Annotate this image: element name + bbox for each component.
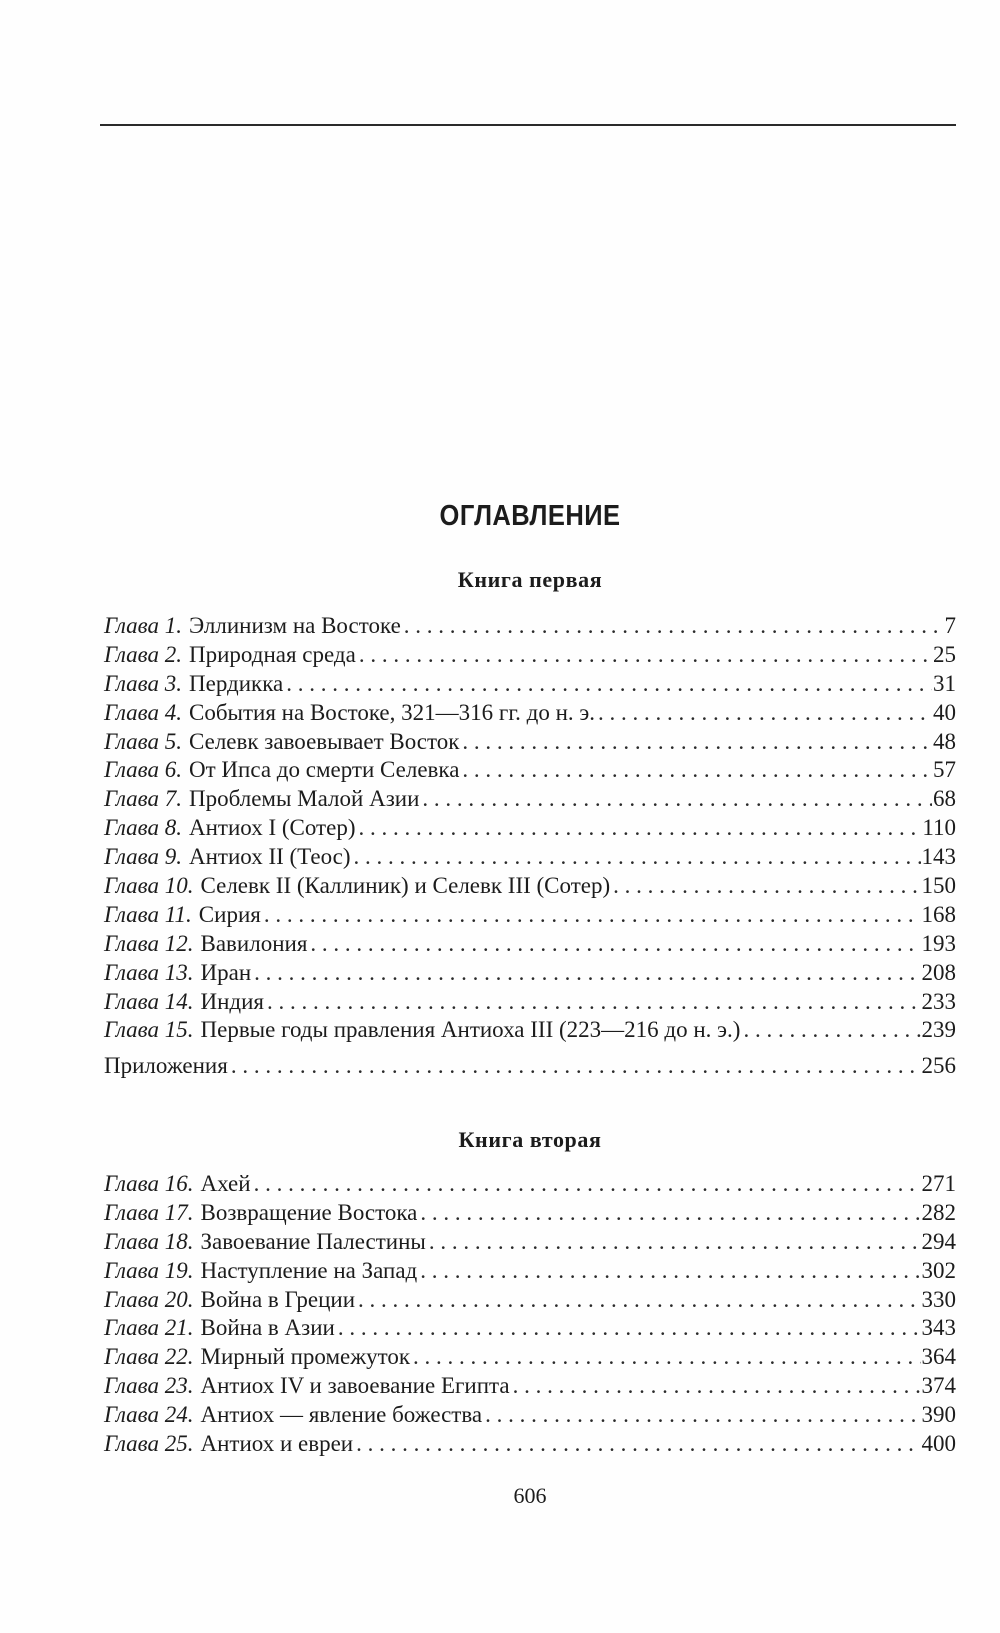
toc-entry[interactable] xyxy=(104,728,956,757)
page-ref: 294 xyxy=(921,1228,956,1254)
page-ref: 7 xyxy=(944,613,956,638)
page-ref: 143 xyxy=(921,844,956,870)
page-title: ОГЛАВЛЕНИЕ xyxy=(439,500,621,532)
chapter-label: Глава 2. xyxy=(104,641,182,667)
chapter-title: Возвращение Востока xyxy=(200,1199,418,1225)
chapter-title: Селевк завоевывает Восток xyxy=(189,728,460,754)
chapter-title: Завоевание Палестины xyxy=(200,1228,426,1254)
page-ref: 150 xyxy=(921,873,956,899)
chapter-label: Глава 24. xyxy=(104,1402,194,1428)
chapter-label: Глава 11. xyxy=(104,901,192,927)
dot-leader xyxy=(267,988,920,1017)
book-one-toc xyxy=(104,612,956,1045)
page-ref: 110 xyxy=(922,815,956,841)
chapter-title: Эллинизм на Востоке xyxy=(189,613,401,638)
dot-leader xyxy=(286,670,932,699)
toc-entry[interactable] xyxy=(104,670,956,699)
page-ref: 31 xyxy=(933,670,956,696)
chapter-label: Глава 25. xyxy=(104,1431,194,1457)
chapter-title: Антиох II (Теос) xyxy=(189,844,351,870)
toc-entry[interactable] xyxy=(104,814,956,843)
page-ref: 364 xyxy=(921,1344,956,1370)
chapter-title: Сирия xyxy=(198,901,261,927)
toc-entry[interactable] xyxy=(104,785,956,814)
chapter-title: Наступление на Запад xyxy=(200,1257,418,1283)
dot-leader xyxy=(613,872,920,901)
chapter-label: Глава 14. xyxy=(104,988,194,1014)
page-ref: 330 xyxy=(921,1286,956,1312)
dot-leader xyxy=(462,728,932,757)
page-ref: 302 xyxy=(921,1257,956,1283)
chapter-label: Глава 22. xyxy=(104,1344,194,1370)
dot-leader xyxy=(429,1228,921,1257)
chapter-title: Антиох — явление божества xyxy=(200,1402,483,1428)
chapter-title: Антиох и евреи xyxy=(200,1431,354,1457)
page-ref: 25 xyxy=(933,641,956,667)
toc-entry[interactable] xyxy=(104,1343,956,1372)
dot-leader xyxy=(420,1199,920,1228)
toc-entry[interactable] xyxy=(104,1016,956,1045)
book-one-heading: Книга первая xyxy=(457,567,603,592)
page-ref: 40 xyxy=(933,699,956,725)
top-rule xyxy=(100,124,956,126)
page-ref: 239 xyxy=(921,1017,956,1043)
chapter-label: Глава 3. xyxy=(104,670,182,696)
page-ref: 390 xyxy=(921,1402,956,1428)
chapter-label: Глава 1. xyxy=(104,613,182,638)
page-ref: 282 xyxy=(921,1199,956,1225)
toc-entry[interactable] xyxy=(104,843,956,872)
dot-leader xyxy=(254,959,920,988)
toc-entry[interactable] xyxy=(104,1430,956,1459)
page-ref: 208 xyxy=(921,959,956,985)
chapter-label: Глава 18. xyxy=(104,1228,194,1254)
page-ref: 193 xyxy=(921,930,956,956)
chapter-title: Проблемы Малой Азии xyxy=(189,786,420,812)
chapter-label: Глава 23. xyxy=(104,1373,194,1399)
dot-leader xyxy=(264,901,921,930)
page-ref: 343 xyxy=(921,1315,956,1341)
dot-leader xyxy=(254,1170,921,1199)
dot-leader xyxy=(420,1257,920,1286)
chapter-title: Пердикка xyxy=(189,670,284,696)
appendix-title: Приложения xyxy=(104,1053,228,1078)
dot-leader xyxy=(462,756,932,785)
chapter-label: Глава 17. xyxy=(104,1199,194,1225)
toc-entry[interactable] xyxy=(104,930,956,959)
toc-entry[interactable] xyxy=(104,1401,956,1430)
toc-entry[interactable] xyxy=(104,1372,956,1401)
chapter-title: Антиох IV и завоевание Египта xyxy=(200,1373,510,1399)
chapter-title: От Ипса до смерти Селевка xyxy=(189,757,460,783)
toc-entry[interactable] xyxy=(104,872,956,901)
dot-leader xyxy=(404,612,944,641)
chapter-label: Глава 6. xyxy=(104,757,182,783)
dot-leader xyxy=(231,1052,921,1081)
toc-entry[interactable] xyxy=(104,988,956,1017)
chapter-label: Глава 5. xyxy=(104,728,182,754)
book-two-heading: Книга вторая xyxy=(458,1127,602,1152)
chapter-label: Глава 9. xyxy=(104,844,182,870)
toc-entry[interactable] xyxy=(104,1314,956,1343)
chapter-title: Антиох I (Сотер) xyxy=(189,815,356,841)
page-ref: 233 xyxy=(921,988,956,1014)
dot-leader xyxy=(485,1401,920,1430)
toc-entry[interactable] xyxy=(104,1228,956,1257)
dot-leader xyxy=(338,1314,921,1343)
chapter-label: Глава 20. xyxy=(104,1286,194,1312)
chapter-label: Глава 8. xyxy=(104,815,182,841)
toc-entry[interactable] xyxy=(104,901,956,930)
dot-leader xyxy=(513,1372,921,1401)
book-two-toc xyxy=(104,1170,956,1459)
page-ref: 256 xyxy=(921,1053,956,1078)
chapter-label: Глава 21. xyxy=(104,1315,194,1341)
chapter-title: Ахей xyxy=(200,1171,251,1196)
dot-leader xyxy=(359,641,932,670)
chapter-title: Первые годы правления Антиоха III (223—216 до н. э.) xyxy=(200,1017,741,1043)
page-ref: 374 xyxy=(921,1373,956,1399)
chapter-title: Мирный промежуток xyxy=(200,1344,411,1370)
dot-leader xyxy=(358,814,921,843)
toc-entry[interactable] xyxy=(104,756,956,785)
toc-entry-appendix[interactable] xyxy=(104,1052,956,1081)
dot-leader xyxy=(358,1286,920,1315)
chapter-title: Вавилония xyxy=(200,930,308,956)
toc-entry[interactable] xyxy=(104,641,956,670)
toc-entry[interactable] xyxy=(104,699,956,728)
dot-leader xyxy=(356,1430,920,1459)
toc-entry[interactable] xyxy=(104,959,956,988)
dot-leader xyxy=(413,1343,920,1372)
dot-leader xyxy=(354,843,921,872)
chapter-label: Глава 4. xyxy=(104,699,182,725)
chapter-title: Война в Азии xyxy=(200,1315,335,1341)
toc-entry[interactable] xyxy=(104,612,956,641)
dot-leader xyxy=(743,1016,920,1045)
chapter-title: Иран xyxy=(200,959,252,985)
chapter-label: Глава 16. xyxy=(104,1171,194,1196)
chapter-title: Селевк II (Каллиник) и Селевк III (Сотер) xyxy=(200,873,611,899)
toc-entry[interactable] xyxy=(104,1286,956,1315)
page-number: 606 xyxy=(513,1483,547,1508)
chapter-label: Глава 10. xyxy=(104,873,194,899)
chapter-label: Глава 13. xyxy=(104,959,194,985)
dot-leader xyxy=(422,785,932,814)
chapter-title: Война в Греции xyxy=(200,1286,356,1312)
chapter-label: Глава 19. xyxy=(104,1257,194,1283)
chapter-label: Глава 7. xyxy=(104,786,182,812)
toc-entry[interactable] xyxy=(104,1170,956,1199)
chapter-title: Природная среда xyxy=(189,641,356,667)
chapter-title: События на Востоке, 321—316 гг. до н. э. xyxy=(189,699,596,725)
dot-leader xyxy=(598,699,932,728)
page-ref: 68 xyxy=(933,786,956,812)
page-ref: 57 xyxy=(933,757,956,783)
page-ref: 400 xyxy=(921,1431,956,1457)
chapter-label: Глава 12. xyxy=(104,930,194,956)
toc-entry[interactable] xyxy=(104,1257,956,1286)
chapter-title: Индия xyxy=(200,988,265,1014)
dot-leader xyxy=(310,930,920,959)
page-ref: 168 xyxy=(921,901,956,927)
appendix-toc xyxy=(104,1052,956,1081)
page-ref: 48 xyxy=(933,728,956,754)
page-ref: 271 xyxy=(921,1171,956,1196)
chapter-label: Глава 15. xyxy=(104,1017,194,1043)
toc-entry[interactable] xyxy=(104,1199,956,1228)
